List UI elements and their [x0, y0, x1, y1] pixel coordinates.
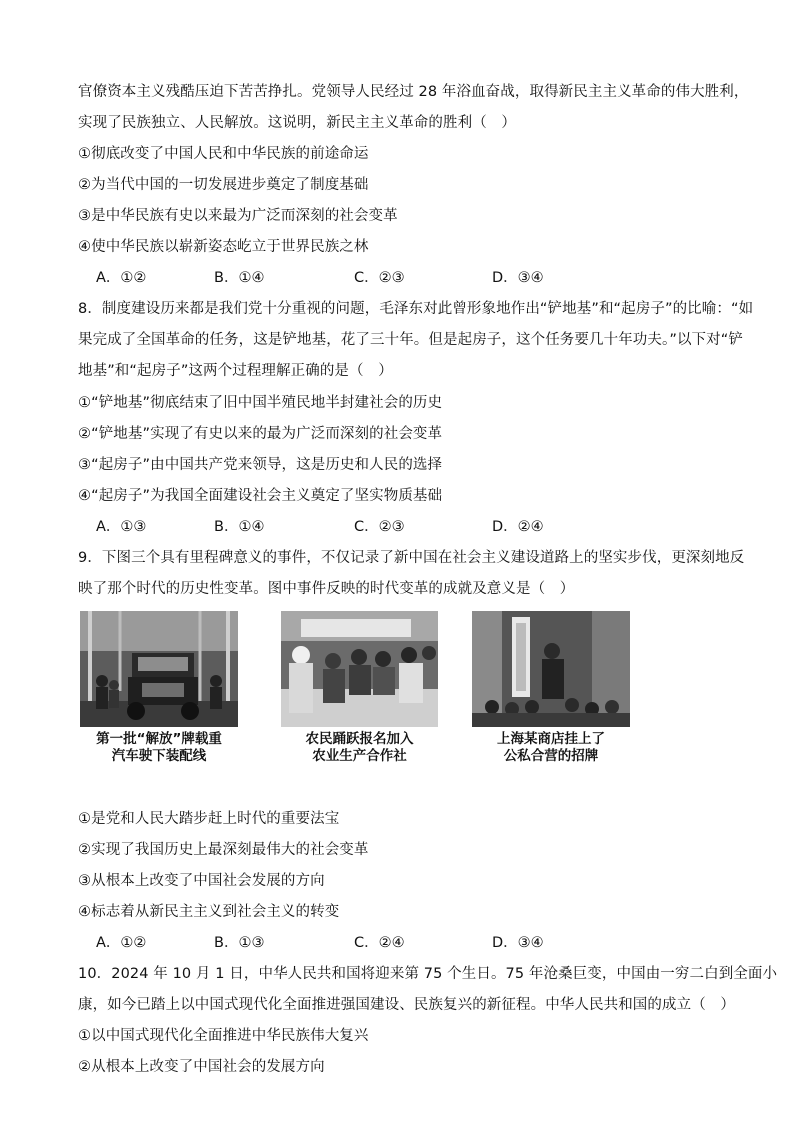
q8-option-d[interactable]: D．②④ [492, 519, 544, 535]
farmers-caption-line1: 农民踊跃报名加入 [305, 731, 414, 747]
q10-stem-line1: 10．2024 年 10 月 1 日，中华人民共和国将迎来第 75 个生日。75 年沧桑巨变，中国由一穷二白到全面小 [78, 966, 778, 982]
q9-item-2: ②实现了我国历史上最深刻最伟大的社会变革 [78, 842, 369, 858]
farmers-photo-caption [281, 731, 438, 765]
q9-option-c[interactable]: C．②④ [354, 935, 405, 951]
q9-stem-line1: 9．下图三个具有里程碑意义的事件，不仅记录了新中国在社会主义建设道路上的坚实步伐，更深刻地反 [78, 550, 745, 566]
truck-photo-caption [80, 731, 238, 765]
truck-assembly-photo [80, 611, 238, 727]
q7-option-d[interactable]: D．③④ [492, 270, 544, 286]
farmers-caption-line2: 农业生产合作社 [312, 748, 407, 764]
truck-caption-line1: 第一批“解放”牌载重 [96, 731, 222, 747]
q7-stem-line1: 官僚资本主义残酷压迫下苦苦挣扎。党领导人民经过 28 年浴血奋战，取得新民主主义革命的伟大胜利， [78, 84, 749, 100]
q10-stem-line2: 康，如今已踏上以中国式现代化全面推进强国建设、民族复兴的新征程。中华人民共和国的成立（ ） [78, 997, 735, 1013]
q8-item-4: ④“起房子”为我国全面建设社会主义奠定了坚实物质基础 [78, 488, 443, 504]
q7-item-2: ②为当代中国的一切发展进步奠定了制度基础 [78, 177, 369, 193]
q7-item-1: ①彻底改变了中国人民和中华民族的前途命运 [78, 146, 369, 162]
q8-option-b[interactable]: B．①④ [214, 519, 265, 535]
q9-item-1: ①是党和人民大踏步赶上时代的重要法宝 [78, 811, 340, 827]
sign-caption-line1: 上海某商店挂上了 [497, 731, 605, 747]
truck-caption-line2: 汽车驶下装配线 [111, 748, 207, 764]
q9-item-3: ③从根本上改变了中国社会发展的方向 [78, 873, 325, 889]
q7-item-3: ③是中华民族有史以来最为广泛而深刻的社会变革 [78, 208, 398, 224]
q9-item-4: ④标志着从新民主主义到社会主义的转变 [78, 904, 340, 920]
q8-stem-line3: 地基”和“起房子”这两个过程理解正确的是（ ） [78, 363, 393, 379]
sign-caption-line2: 公私合营的招牌 [503, 748, 599, 764]
q9-option-b[interactable]: B．①③ [214, 935, 265, 951]
q7-option-a[interactable]: A．①② [96, 270, 147, 286]
q10-item-1: ①以中国式现代化全面推进中华民族伟大复兴 [78, 1028, 369, 1044]
public-private-sign-photo [472, 611, 630, 727]
farmers-cooperative-photo [281, 611, 438, 727]
q8-item-2: ②“铲地基”实现了有史以来的最为广泛而深刻的社会变革 [78, 426, 443, 442]
q8-item-1: ①“铲地基”彻底结束了旧中国半殖民地半封建社会的历史 [78, 395, 443, 411]
q7-option-c[interactable]: C．②③ [354, 270, 405, 286]
q7-item-4: ④使中华民族以崭新姿态屹立于世界民族之林 [78, 239, 369, 255]
q7-stem-line2: 实现了民族独立、人民解放。这说明，新民主主义革命的胜利（ ） [78, 115, 516, 131]
q8-option-a[interactable]: A．①③ [96, 519, 147, 535]
q9-option-a[interactable]: A．①② [96, 935, 147, 951]
q8-stem-line2: 果完成了全国革命的任务，这是铲地基，花了三十年。但是起房子，这个任务要几十年功夫。”以下对“铲 [78, 332, 743, 348]
q9-stem-line2: 映了那个时代的历史性变革。图中事件反映的时代变革的成就及意义是（ ） [78, 581, 575, 597]
sign-photo-caption [472, 731, 630, 765]
q8-stem-line1: 8．制度建设历来都是我们党十分重视的问题，毛泽东对此曾形象地作出“铲地基”和“起房子”的比喻：“如 [78, 301, 754, 317]
q8-item-3: ③“起房子”由中国共产党来领导，这是历史和人民的选择 [78, 457, 443, 473]
q10-item-2: ②从根本上改变了中国社会的发展方向 [78, 1059, 325, 1075]
q9-option-d[interactable]: D．③④ [492, 935, 544, 951]
q7-option-b[interactable]: B．①④ [214, 270, 265, 286]
q8-option-c[interactable]: C．②③ [354, 519, 405, 535]
